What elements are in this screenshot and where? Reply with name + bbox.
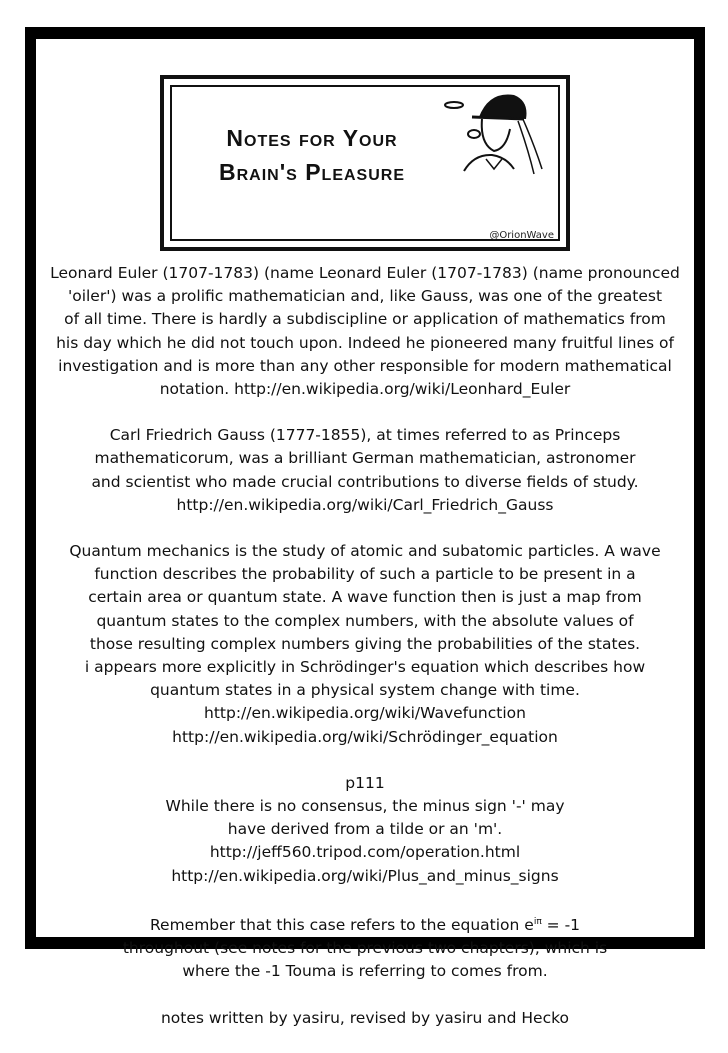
text-line: throughout (see notes for the previous two chapters), which is [122, 939, 608, 958]
text-line: his day which he did not touch upon. Indeed he pioneered many fruitful lines of [56, 333, 674, 352]
eq-result: = -1 [541, 916, 581, 935]
text-line: http://en.wikipedia.org/wiki/Wavefunction [204, 704, 526, 723]
notes-body [40, 262, 690, 1053]
text-line [40, 911, 690, 937]
eq-text: Remember that this case refers to the equation e [149, 916, 534, 935]
text-line: http://jeff560.tripod.com/operation.html [209, 843, 521, 862]
text-line: where the -1 Touma is referring to comes from. [182, 962, 548, 981]
note-equation [40, 911, 690, 984]
text-line: mathematicorum, was a brilliant German mathematician, astronomer [94, 449, 636, 468]
text-line: and scientist who made crucial contributions to diverse fields of study. [91, 472, 639, 491]
text-line: notation. http://en.wikipedia.org/wiki/Leonhard_Euler [159, 380, 571, 399]
text-line: http://en.wikipedia.org/wiki/Plus_and_minus_signs [171, 866, 559, 885]
text-line: 'oiler') was a prolific mathematician and, like Gauss, was one of the greatest [67, 287, 663, 306]
note-minus-sign [40, 772, 690, 888]
text-line: i appears more explicitly in Schrödinger's equation which describes how [84, 658, 646, 677]
notes-credits [40, 1007, 690, 1030]
text-line: have derived from a tilde or an 'm'. [227, 820, 503, 839]
text-line: http://en.wikipedia.org/wiki/Carl_Friedrich_Gauss [176, 495, 554, 514]
header-title [202, 121, 422, 189]
text-line: Leonard Euler (1707-1783) (name Leonard Euler (1707-1783) (name pronounced [50, 264, 680, 282]
artist-credit: @OrionWave [489, 230, 554, 241]
notes-header-box [160, 75, 570, 251]
text-line: quantum states to the complex numbers, with the absolute values of [96, 611, 634, 630]
text-line: quantum states in a physical system change with time. [150, 681, 580, 700]
note-quantum [40, 540, 690, 749]
text-line: certain area or quantum state. A wave function then is just a map from [88, 588, 642, 607]
note-gauss [40, 424, 690, 517]
text-line: those resulting complex numbers giving the probabilities of the states. [89, 634, 641, 653]
text-line: Quantum mechanics is the study of atomic and subatomic particles. A wave [69, 542, 661, 561]
text-line: of all time. There is hardly a subdiscipline or application of mathematics from [64, 310, 666, 329]
eq-exponent: iπ [533, 916, 542, 927]
text-line: http://en.wikipedia.org/wiki/Schrödinger_equation [172, 727, 558, 746]
text-line: While there is no consensus, the minus sign '-' may [165, 797, 565, 816]
text-line: investigation and is more than any other responsible for modern mathematical [58, 356, 672, 375]
note-euler [40, 262, 690, 401]
text-line: function describes the probability of such a particle to be present in a [94, 565, 636, 584]
title-line-1: Notes for Your [226, 125, 398, 151]
mascot-illustration-icon [444, 89, 544, 189]
title-line-2: Brain's Pleasure [218, 159, 406, 185]
text-line: p111 [345, 773, 385, 792]
text-line: notes written by yasiru, revised by yasiru and Hecko [160, 1008, 569, 1027]
text-line: Carl Friedrich Gauss (1777-1855), at times referred to as Princeps [109, 426, 621, 445]
